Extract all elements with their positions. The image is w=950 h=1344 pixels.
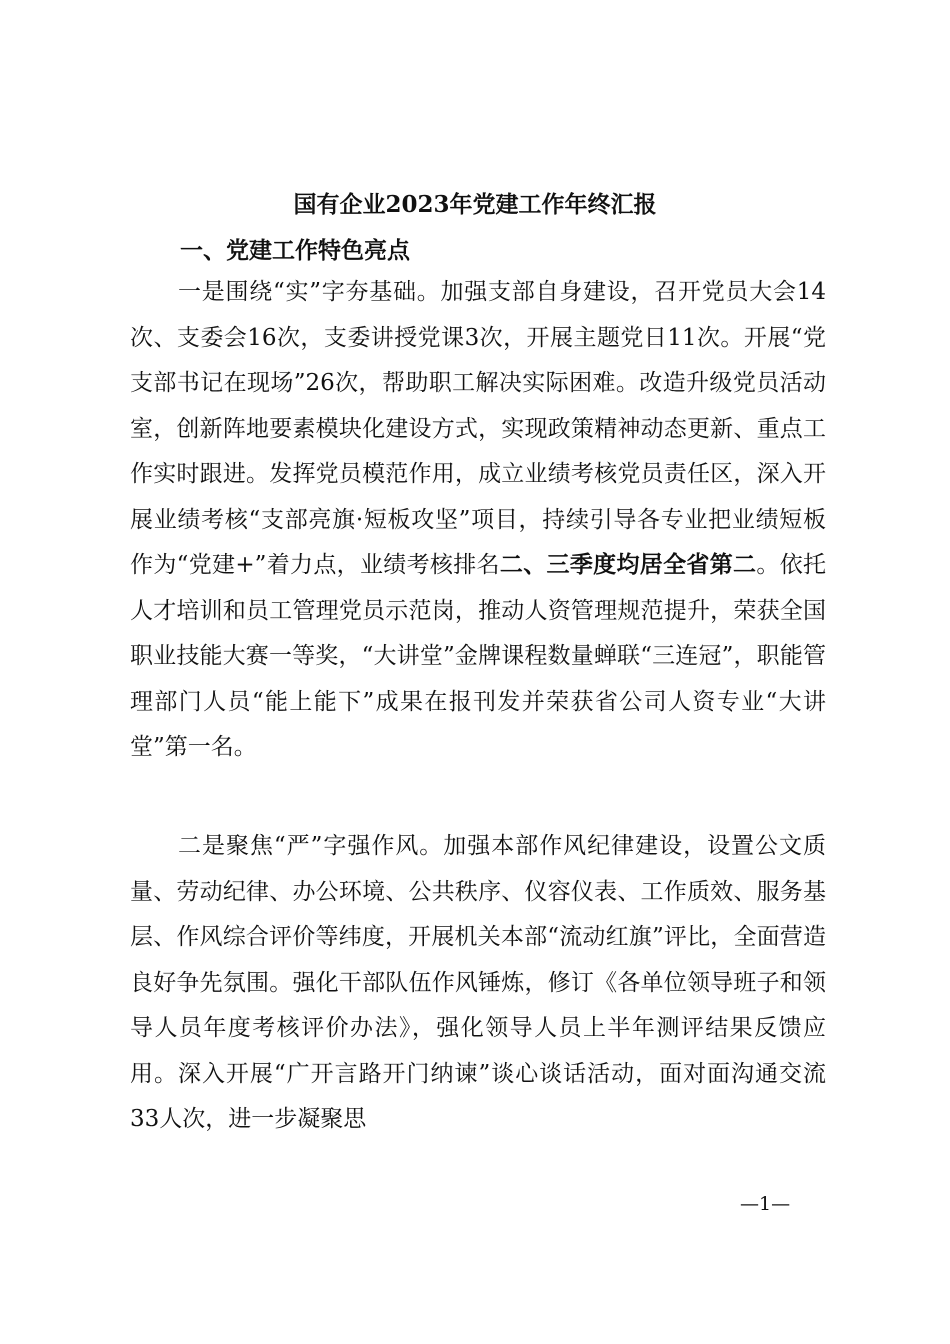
paragraph-1-text-start: 一是围绕“实”字夯基础。加强支部自身建设，召开党员大会14次、支委会16次，支委讲授党课3次，开展主题党日11次。开展“党支部书记在现场”26次，帮助职工解决实际困难。改造升级党员活动室，创新阵地要素模块化建设方式，实现政策精神动态更新、重点工作实时跟进。发挥党员模范作用，成立业绩考核党员责任区，深入开展业绩考核“支部亮旗·短板攻坚”项目，持续引导各专业把业绩短板作为“党建+”着力点，业绩考核排名 [130,279,826,578]
paragraph-2: 二是聚焦“严”字强作风。加强本部作风纪律建设，设置公文质量、劳动纪律、办公环境、公共秩序、仪容仪表、工作质效、服务基层、作风综合评价等纬度，开展机关本部“流动红旗”评比，全面营造良好争先氛围。强化干部队伍作风锤炼，修订《各单位领导班子和领导人员年度考核评价办法》，强化领导人员上半年测评结果反馈应用。深入开展“广开言路开门纳谏”谈心谈话活动，面对面沟通交流33人次，进一步凝聚思 [130,833,826,1132]
paragraph-1-text-end: 。依托人才培训和员工管理党员示范岗，推动人资管理规范提升，荣获全国职业技能大赛一等奖，“大讲堂”金牌课程数量蝉联“三连冠”，职能管理部门人员“能上能下”成果在报刊发并荣获省公司人资专业“大讲堂”第一名。 [130,552,827,760]
page-number: —1— [740,1193,791,1215]
paragraph-1-bold-text: 二、三季度均居全省第二 [499,552,757,578]
document-title: 国有企业2023年党建工作年终汇报 [293,191,657,218]
section-heading: 一、党建工作特色亮点 [180,238,410,264]
paragraph-1 [130,270,826,771]
